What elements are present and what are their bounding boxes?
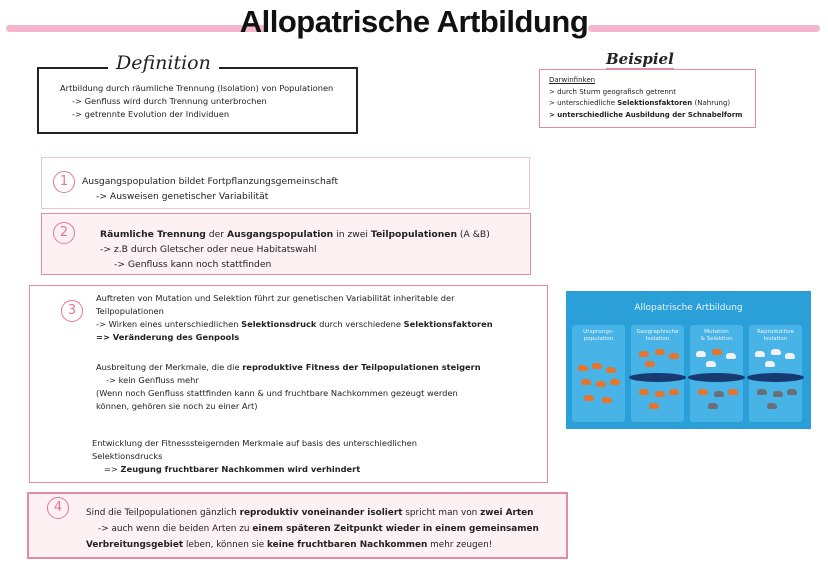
fox-icon (771, 349, 781, 355)
definition-heading: Definition (108, 52, 219, 74)
fox-icon (696, 351, 706, 357)
step-2-emph-c: Ausgangspopulation (226, 229, 334, 240)
fox-icon (767, 403, 777, 409)
step-4-text (86, 505, 539, 553)
step-3-p2-line-3: (Wenn noch Genfluss stattfinden kann & und fruchtbare Nachkommen gezeugt werden (96, 388, 458, 398)
step-3-p2-l1-a: Ausbreitung der Merkmale, die die (96, 362, 243, 372)
definition-line-2: -> Genfluss wird durch Trennung unterbrochen (72, 96, 267, 106)
step-2-emph-a: Räumliche Trennung (100, 229, 206, 240)
step-4-line-2 (86, 521, 539, 537)
fox-icon (773, 391, 783, 397)
step-3-p1-line-2: Teilpopulationen (96, 306, 164, 316)
step-2-line-1 (100, 227, 490, 242)
step-3-p1-l3-d: Selektionsfaktoren (403, 319, 493, 329)
step-4-number: 4 (47, 497, 69, 519)
step-3-p3-l3-a: => (104, 464, 121, 474)
example-line-2-pre: > unterschiedliche (549, 99, 618, 107)
figure-title: Allopatrische Artbildung (634, 303, 743, 313)
fox-icon (602, 397, 612, 403)
figure-column-1-label (572, 329, 625, 343)
page-title: Allopatrische Artbildung (239, 4, 589, 39)
fox-icon (757, 389, 767, 395)
fox-icon (755, 351, 765, 357)
step-2-emph-e: Teilpopulationen (370, 229, 458, 240)
figure-column-1-label-1: Ursprungs- (583, 329, 614, 335)
fox-icon (584, 395, 594, 401)
figure-column-4-label-1: Reproduktive (756, 329, 795, 335)
fox-icon (610, 379, 620, 385)
speciation-figure (566, 291, 811, 429)
fox-icon (698, 389, 708, 395)
fox-icon (785, 353, 795, 359)
example-line-2 (549, 98, 742, 110)
river-barrier (629, 373, 686, 382)
fox-icon (606, 367, 616, 373)
example-heading: Beispiel (606, 50, 674, 68)
definition-line-3: -> getrennte Evolution der Individuen (72, 109, 230, 119)
fox-icon (645, 361, 655, 367)
step-3-p1-line-1: Auftreten von Mutation und Selektion führt zur genetischen Variabilität inheritable der (96, 293, 455, 303)
fox-icon (578, 365, 588, 371)
example-name: Darwinfinken (549, 76, 596, 84)
step-3-p3-l3-b: Zeugung fruchtbarer Nachkommen wird verhindert (120, 464, 361, 474)
example-line-2-bold: Selektionsfaktoren (617, 99, 693, 107)
figure-column-4-label-2: Isolation (763, 336, 788, 342)
step-4-l1-c: spricht man von (402, 508, 481, 518)
step-2-text-b: der (205, 229, 227, 240)
fox-icon (712, 349, 722, 355)
fox-icon (649, 403, 659, 409)
river-barrier (747, 373, 804, 382)
step-2-text (100, 227, 490, 272)
fox-icon (639, 351, 649, 357)
figure-column-1-label-2: population (583, 336, 614, 342)
river-barrier (688, 373, 745, 382)
step-3-p2-line-4: können, gehören sie noch zu einer Art) (96, 401, 258, 411)
step-2-text-d: in zwei (333, 229, 371, 240)
figure-column-3-label-1: Mutation (704, 329, 729, 335)
step-4-l1-d: zwei Arten (480, 508, 534, 518)
step-4-l2-a: -> auch wenn die beiden Arten zu (98, 524, 253, 534)
figure-column-2-label-2: Isolation (645, 336, 670, 342)
definition-line-1: Artbildung durch räumliche Trennung (Isolation) von Populationen (60, 83, 334, 93)
step-1-number: 1 (53, 171, 75, 193)
step-3-p1-line-3 (96, 318, 493, 331)
fox-icon (596, 381, 606, 387)
step-1-line-1: Ausgangspopulation bildet Fortpflanzungsgemeinschaft (82, 176, 339, 187)
step-2-line-2: -> z.B durch Gletscher oder neue Habitatswahl (100, 244, 317, 255)
figure-column-4-label (749, 329, 802, 343)
step-4-l2-b: einem späteren Zeitpunkt wieder in einem gemeinsamen (252, 524, 539, 534)
fox-icon (592, 363, 602, 369)
example-line-3: > unterschiedliche Ausbildung der Schnabelform (549, 110, 743, 119)
fox-icon (655, 349, 665, 355)
fox-icon (639, 389, 649, 395)
figure-column-3-label (690, 329, 743, 343)
figure-column-3 (690, 325, 743, 422)
step-4-l3-a: Verbreitungsgebiet (86, 540, 184, 550)
step-3-p1-l3-a: -> Wirken eines unterschiedlichen (96, 319, 242, 329)
step-3-text-2 (96, 361, 481, 413)
figure-column-2-label-1: Geographische (636, 329, 679, 335)
fox-icon (655, 391, 665, 397)
step-3-p3-line-1: Entwicklung der Fitnesssteigernden Merkmale auf basis des unterschiedlichen (92, 438, 418, 448)
fox-icon (581, 379, 591, 385)
fox-icon (706, 361, 716, 367)
step-1-text (82, 174, 338, 204)
step-4-l3-b: leben, können sie (183, 540, 268, 550)
step-2-number: 2 (53, 222, 75, 244)
fox-icon (714, 391, 724, 397)
fox-icon (669, 389, 679, 395)
figure-column-2 (631, 325, 684, 422)
step-3-p1-l3-c: durch verschiedene (316, 319, 404, 329)
step-4-line-1 (86, 505, 539, 521)
fox-icon (787, 389, 797, 395)
step-4-line-3 (86, 537, 539, 553)
figure-column-4 (749, 325, 802, 422)
step-3-p1-line-4: => Veränderung des Genpools (96, 332, 240, 342)
fox-icon (669, 353, 679, 359)
step-4-l3-c: keine fruchtbaren Nachkommen (267, 540, 428, 550)
figure-column-1 (572, 325, 625, 422)
step-3-text-3 (92, 437, 417, 476)
step-2-line-3: -> Genfluss kann noch stattfinden (114, 259, 272, 270)
fox-icon (765, 361, 775, 367)
step-3-p2-line-1 (96, 361, 481, 374)
step-3-p2-l1-b: reproduktive Fitness der Teilpopulationen steigern (242, 362, 481, 372)
step-4-l1-b: reproduktiv voneinander isoliert (239, 508, 403, 518)
step-2-text-f: (A &B) (457, 229, 490, 240)
fox-icon (728, 389, 738, 395)
figure-column-2-label (631, 329, 684, 343)
step-3-p1-l3-b: Selektionsdruck (241, 319, 317, 329)
example-text (549, 75, 742, 121)
fox-icon (726, 353, 736, 359)
figure-column-3-label-2: & Selektion (700, 336, 733, 342)
step-1-line-2: -> Ausweisen genetischer Variabilität (96, 191, 269, 202)
definition-text (60, 82, 333, 121)
step-3-p2-line-2: -> kein Genfluss mehr (106, 375, 199, 385)
step-3-p3-line-2: Selektionsdrucks (92, 451, 163, 461)
fox-icon (708, 403, 718, 409)
example-line-2-post: (Nahrung) (692, 99, 731, 107)
step-3-p3-line-3 (92, 463, 417, 476)
step-3-text (96, 292, 493, 344)
step-3-number: 3 (61, 300, 83, 322)
step-4-l1-a: Sind die Teilpopulationen gänzlich (86, 508, 240, 518)
example-line-1: > durch Sturm geografisch getrennt (549, 87, 676, 96)
step-4-l3-d: mehr zeugen! (427, 540, 493, 550)
